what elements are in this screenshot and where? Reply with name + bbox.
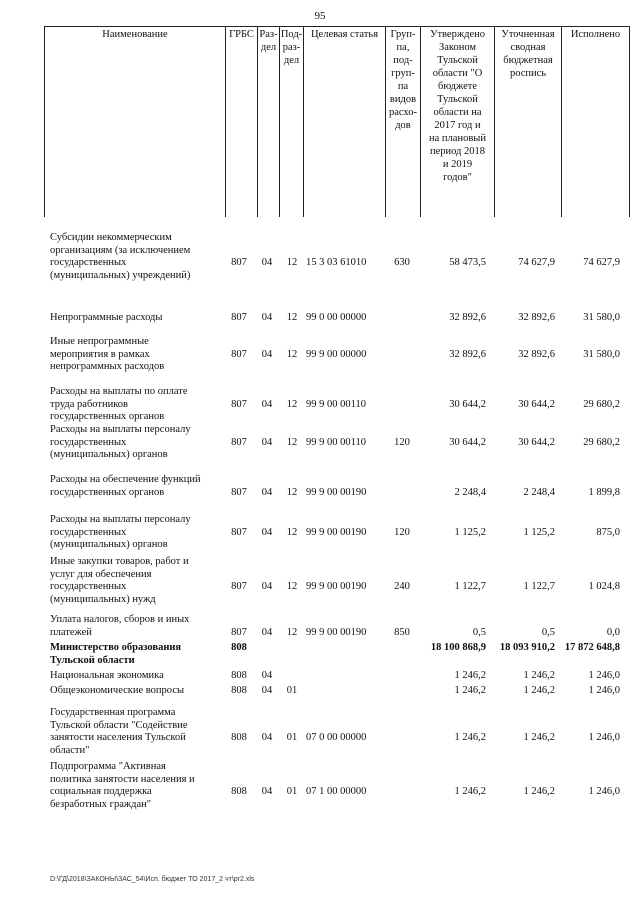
cell-v2: 1 246,2 [523,786,555,797]
cell-razd: 04 [261,527,273,538]
header-podrazdel-line: Под- [280,29,303,40]
row-name-line: (муниципальных) учреждений) [50,269,191,281]
cell-podr: 01 [286,732,298,743]
cell-razd: 04 [261,349,273,360]
row-name-line: политика занятости населения и [50,773,195,785]
cell-v2: 1 246,2 [523,670,555,681]
row-name-line: организациям (за исключением [50,244,191,256]
cell-v1: 58 473,5 [449,257,486,268]
row-name-line: Подпрограмма "Активная [50,761,166,772]
cell-grbs: 808 [231,786,247,797]
cell-grbs: 808 [231,670,247,681]
cell-grbs: 807 [231,581,247,592]
header-approved-line: Тульской [437,55,478,66]
row-name [50,424,220,462]
row-name-line: Тульской области [50,654,135,666]
header-group-line: груп- [391,68,415,79]
row-name-line: социальная поддержка [50,786,152,798]
cell-razd: 04 [261,487,273,498]
cell-podr: 12 [286,257,298,268]
cell-v2: 18 093 910,2 [499,642,555,653]
header-approved-line: Утверждено [430,29,485,40]
cell-razd: 04 [261,627,273,638]
cell-v3: 1 246,0 [588,786,620,797]
row-name [50,556,220,606]
header-razdel [258,27,280,217]
cell-v2: 0,5 [541,627,555,638]
cell-v3: 1 024,8 [588,581,620,592]
cell-v2: 1 246,2 [523,685,555,696]
header-name [45,27,226,217]
header-group-line: Груп- [390,29,416,40]
row-name-line: непрограммных расходов [50,361,165,373]
cell-cs: 99 9 00 00190 [306,581,367,592]
cell-v1: 30 644,2 [449,399,486,410]
header-target [304,27,386,217]
cell-grbs: 807 [231,487,247,498]
cell-cs: 99 9 00 00000 [306,349,367,360]
header-approved [421,27,495,217]
header-group-line: расхо- [388,107,418,118]
cell-razd: 04 [261,732,273,743]
cell-cs: 99 9 00 00190 [306,627,367,638]
cell-grp: 850 [394,627,410,638]
row-name-line: Уплата налогов, сборов и иных [50,614,190,625]
row-name-line: Расходы на выплаты по оплате [50,386,188,397]
row-name-line: Субсидии некоммерческим [50,232,172,243]
row-name [50,514,220,552]
header-refined-line: бюджетная [503,55,553,66]
row-name-line: Иные непрограммные [50,336,149,347]
row-name [50,642,220,667]
cell-grbs: 807 [231,527,247,538]
header-group-line: видов [389,94,417,105]
cell-grp: 120 [394,527,410,538]
cell-podr: 12 [286,627,298,638]
cell-podr: 12 [286,437,298,448]
cell-podr: 01 [286,685,298,696]
row-name-line: (муниципальных) нужд [50,593,156,605]
row-name-line: Расходы на выплаты персоналу [50,424,191,435]
header-group-line: под- [393,55,413,66]
cell-cs: 99 0 00 00000 [306,312,367,323]
row-name-line: Общеэкономические вопросы [50,685,185,696]
cell-grbs: 807 [231,627,247,638]
cell-v2: 32 892,6 [518,312,555,323]
cell-cs: 15 3 03 61010 [306,257,367,268]
cell-grbs: 808 [231,685,247,696]
cell-v1: 30 644,2 [449,437,486,448]
cell-razd: 04 [261,312,273,323]
header-approved-line: бюджете [437,81,478,92]
header-approved-line: на плановый [429,133,486,144]
header-approved-line: области "О [432,68,483,79]
row-name-line: мероприятия в рамках [50,348,150,360]
cell-v3: 1 899,8 [588,487,620,498]
header-approved-line: Тульской [437,94,478,105]
header-podrazdel [280,27,304,217]
cell-cs: 07 0 00 00000 [306,732,367,743]
cell-v3: 31 580,0 [583,312,620,323]
header-razdel-line: дел [260,42,277,53]
row-name [50,336,220,374]
header-razdel-line: Раз- [259,29,278,40]
cell-grbs: 807 [231,312,247,323]
row-name-line: государственных [50,436,127,448]
row-name-line: Иные закупки товаров, работ и [50,556,189,567]
cell-v2: 30 644,2 [518,437,555,448]
cell-v1: 0,5 [472,627,486,638]
cell-v1: 32 892,6 [449,349,486,360]
row-name [50,232,220,282]
cell-v1: 1 246,2 [454,670,486,681]
row-name-line: государственных [50,581,127,593]
header-approved-line: 2017 год и [434,120,481,131]
cell-grbs: 808 [231,732,247,743]
cell-v3: 0,0 [606,627,620,638]
row-name-line: платежей [50,626,92,638]
header-refined-line: Уточненная [501,29,555,40]
row-name [50,614,220,639]
cell-v3: 31 580,0 [583,349,620,360]
cell-cs: 99 9 00 00110 [306,399,366,410]
cell-grbs: 807 [231,257,247,268]
row-name-line: (муниципальных) органов [50,449,168,461]
cell-podr: 12 [286,527,298,538]
header-executed [562,27,629,217]
row-name-line: занятости населения Тульской [50,732,186,744]
row-name [50,386,220,424]
file-path-footer: D:\ГД\2018\ЗАКОНЫ\ЗАС_54\Исп. бюджет ТО 2017_2 чт\pr2.xls [50,876,255,883]
cell-podr: 12 [286,487,298,498]
cell-podr: 01 [286,786,298,797]
header-approved-line: области на [433,107,482,118]
cell-v1: 1 122,7 [454,581,486,592]
cell-razd: 04 [261,685,273,696]
cell-grbs: 808 [231,642,247,653]
row-name [50,670,220,683]
header-target-text: Целевая статья [310,29,379,40]
row-name-line: Расходы на выплаты персоналу [50,514,191,525]
cell-grp: 120 [394,437,410,448]
header-podrazdel-line: дел [283,55,300,66]
header-group-line: дов [395,120,411,131]
row-name-line: услуг для обеспечения [50,568,152,580]
row-name-line: государственных [50,526,127,538]
row-name-line: труда работников [50,398,129,410]
cell-razd: 04 [261,670,273,681]
cell-grp: 240 [394,581,410,592]
cell-v1: 18 100 868,9 [430,642,486,653]
cell-v1: 1 246,2 [454,685,486,696]
row-name-line: государственных органов [50,486,165,498]
cell-cs: 99 9 00 00190 [306,527,367,538]
header-executed-text: Исполнено [570,29,621,40]
cell-grbs: 807 [231,349,247,360]
header-approved-line: период 2018 [429,146,486,157]
row-name [50,474,220,499]
row-name-line: Расходы на обеспечение функций [50,474,201,485]
header-group-line: па, [396,42,410,53]
cell-grbs: 807 [231,437,247,448]
header-group [386,27,421,217]
header-approved-line: годов" [443,172,472,183]
cell-podr: 12 [286,581,298,592]
cell-grp: 630 [394,257,410,268]
header-approved-line: и 2019 [442,159,473,170]
page-number: 95 [314,10,326,22]
cell-v3: 74 627,9 [583,257,620,268]
header-refined-line: роспись [509,68,547,79]
cell-v1: 1 125,2 [454,527,486,538]
row-name-line: государственных [50,257,127,269]
row-name [50,761,220,811]
row-name-line: (муниципальных) органов [50,539,168,551]
cell-v2: 1 122,7 [523,581,555,592]
cell-v3: 1 246,0 [588,732,620,743]
header-name-text: Наименование [102,29,168,40]
cell-v2: 2 248,4 [523,487,555,498]
cell-v1: 2 248,4 [454,487,486,498]
cell-razd: 04 [261,786,273,797]
row-name-line: области" [50,744,90,756]
cell-grbs: 807 [231,399,247,410]
cell-v3: 29 680,2 [583,399,620,410]
row-name [50,685,220,698]
row-name-line: Министерство образования [50,642,182,653]
cell-cs: 99 9 00 00190 [306,487,367,498]
cell-v1: 1 246,2 [454,786,486,797]
row-name-line: Тульской области "Содействие [50,719,188,731]
cell-v3: 29 680,2 [583,437,620,448]
cell-razd: 04 [261,399,273,410]
cell-podr: 12 [286,349,298,360]
cell-v2: 1 246,2 [523,732,555,743]
row-name [50,707,220,757]
cell-v3: 1 246,0 [588,685,620,696]
row-name-line: Непрограммные расходы [50,312,163,323]
cell-v2: 74 627,9 [518,257,555,268]
cell-v2: 32 892,6 [518,349,555,360]
row-name-line: Государственная программа [50,707,176,718]
cell-v3: 875,0 [596,527,620,538]
cell-razd: 04 [261,437,273,448]
cell-v3: 1 246,0 [588,670,620,681]
row-name-line: безработных граждан" [50,798,152,810]
cell-v1: 32 892,6 [449,312,486,323]
table-header [44,26,630,217]
header-refined [495,27,562,217]
header-podrazdel-line: раз- [282,42,301,53]
header-grbs [226,27,258,217]
header-grbs-text: ГРБС [229,29,254,40]
header-group-line: па [397,81,409,92]
cell-podr: 12 [286,399,298,410]
cell-v2: 1 125,2 [523,527,555,538]
header-refined-line: сводная [510,42,546,53]
header-approved-line: Законом [438,42,477,53]
row-name-line: государственных органов [50,411,165,423]
cell-cs: 07 1 00 00000 [306,786,367,797]
row-name [50,312,220,325]
cell-razd: 04 [261,257,273,268]
cell-v1: 1 246,2 [454,732,486,743]
cell-podr: 12 [286,312,298,323]
cell-cs: 99 9 00 00110 [306,437,366,448]
row-name-line: Национальная экономика [50,670,164,681]
cell-razd: 04 [261,581,273,592]
cell-v2: 30 644,2 [518,399,555,410]
cell-v3: 17 872 648,8 [564,642,620,653]
